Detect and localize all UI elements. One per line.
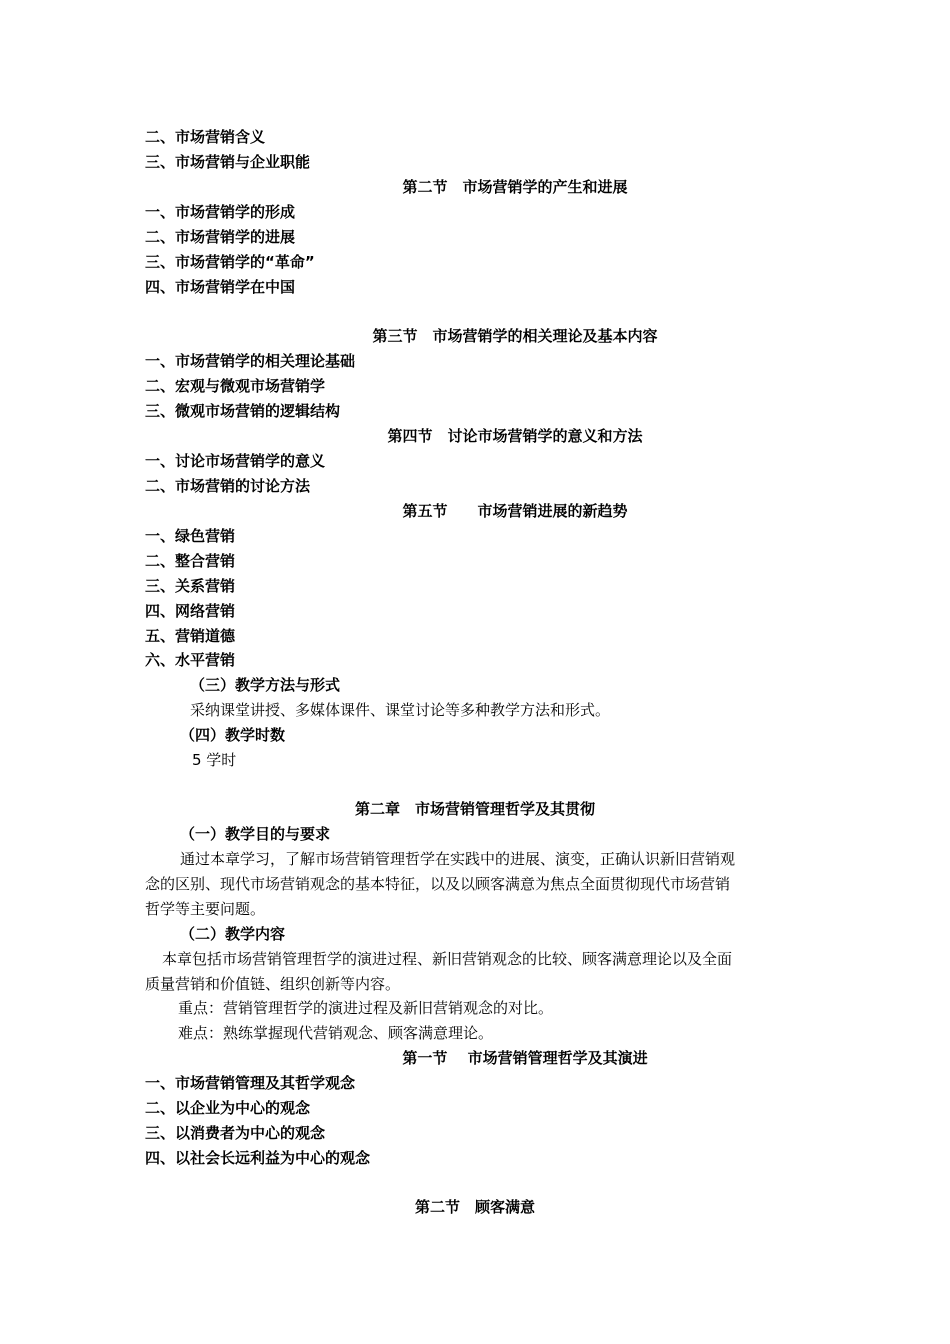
list-item: 三、以消费者为中心的观念 bbox=[145, 1124, 326, 1142]
subheading-teaching-content: （二）教学内容 bbox=[180, 925, 286, 943]
section-title: 第三节 市场营销学的相关理论及基本内容 bbox=[372, 327, 658, 345]
list-item: 一、市场营销管理及其哲学观念 bbox=[145, 1074, 356, 1092]
list-item: 三、微观市场营销的逻辑结构 bbox=[145, 402, 341, 420]
list-item: 四、以社会长远利益为中心的观念 bbox=[145, 1149, 371, 1167]
list-item: 二、市场营销含义 bbox=[145, 128, 266, 146]
chapter-title: 第二章 市场营销管理哲学及其贯彻 bbox=[354, 800, 595, 818]
section-title: 第二节 顾客满意 bbox=[414, 1198, 535, 1216]
list-item: 二、宏观与微观市场营销学 bbox=[145, 377, 326, 395]
paragraph-line: 念的区别、现代市场营销观念的基本特征，以及以顾客满意为焦点全面贯彻现代市场营销 bbox=[145, 875, 731, 893]
section-title: 第四节 讨论市场营销学的意义和方法 bbox=[387, 427, 643, 445]
paragraph-line: 本章包括市场营销管理哲学的演进过程、新旧营销观念的比较、顾客满意理论以及全面 bbox=[162, 950, 733, 968]
list-item: 四、网络营销 bbox=[145, 602, 236, 620]
list-item: 一、讨论市场营销学的意义 bbox=[145, 452, 326, 470]
key-point-text: 重点：营销管理哲学的演进过程及新旧营销观念的对比。 bbox=[178, 999, 554, 1017]
paragraph-line: 哲学等主要问题。 bbox=[145, 900, 266, 918]
list-item: 六、水平营销 bbox=[145, 651, 236, 669]
list-item: 二、市场营销学的进展 bbox=[145, 228, 296, 246]
list-item: 三、市场营销与企业职能 bbox=[145, 153, 311, 171]
paragraph-teaching-hours: 5 学时 bbox=[192, 751, 237, 769]
paragraph-teaching-method: 采纳课堂讲授、多媒体课件、课堂讨论等多种教学方法和形式。 bbox=[190, 701, 611, 719]
difficulty-text: 难点：熟练掌握现代营销观念、顾客满意理论。 bbox=[178, 1024, 494, 1042]
list-item: 二、整合营销 bbox=[145, 552, 236, 570]
list-item: 四、市场营销学在中国 bbox=[145, 278, 296, 296]
subheading-teaching-hours: （四）教学时数 bbox=[180, 726, 286, 744]
list-item: 一、市场营销学的形成 bbox=[145, 203, 296, 221]
section-title: 第五节 市场营销进展的新趋势 bbox=[402, 502, 628, 520]
list-item: 一、市场营销学的相关理论基础 bbox=[145, 352, 356, 370]
list-item: 二、以企业为中心的观念 bbox=[145, 1099, 311, 1117]
subheading-teaching-goal: （一）教学目的与要求 bbox=[180, 825, 331, 843]
section-title: 第一节 市场营销管理哲学及其演进 bbox=[402, 1049, 648, 1067]
list-item: 五、营销道德 bbox=[145, 627, 236, 645]
paragraph-line: 质量营销和价值链、组织创新等内容。 bbox=[145, 975, 401, 993]
list-item: 三、市场营销学的“革命” bbox=[145, 253, 315, 271]
section-title: 第二节 市场营销学的产生和进展 bbox=[402, 178, 628, 196]
paragraph-line: 通过本章学习，了解市场营销管理哲学在实践中的进展、演变，正确认识新旧营销观 bbox=[180, 850, 736, 868]
subheading-teaching-method: （三）教学方法与形式 bbox=[190, 676, 341, 694]
list-item: 二、市场营销的讨论方法 bbox=[145, 477, 311, 495]
list-item: 三、关系营销 bbox=[145, 577, 236, 595]
list-item: 一、绿色营销 bbox=[145, 527, 236, 545]
